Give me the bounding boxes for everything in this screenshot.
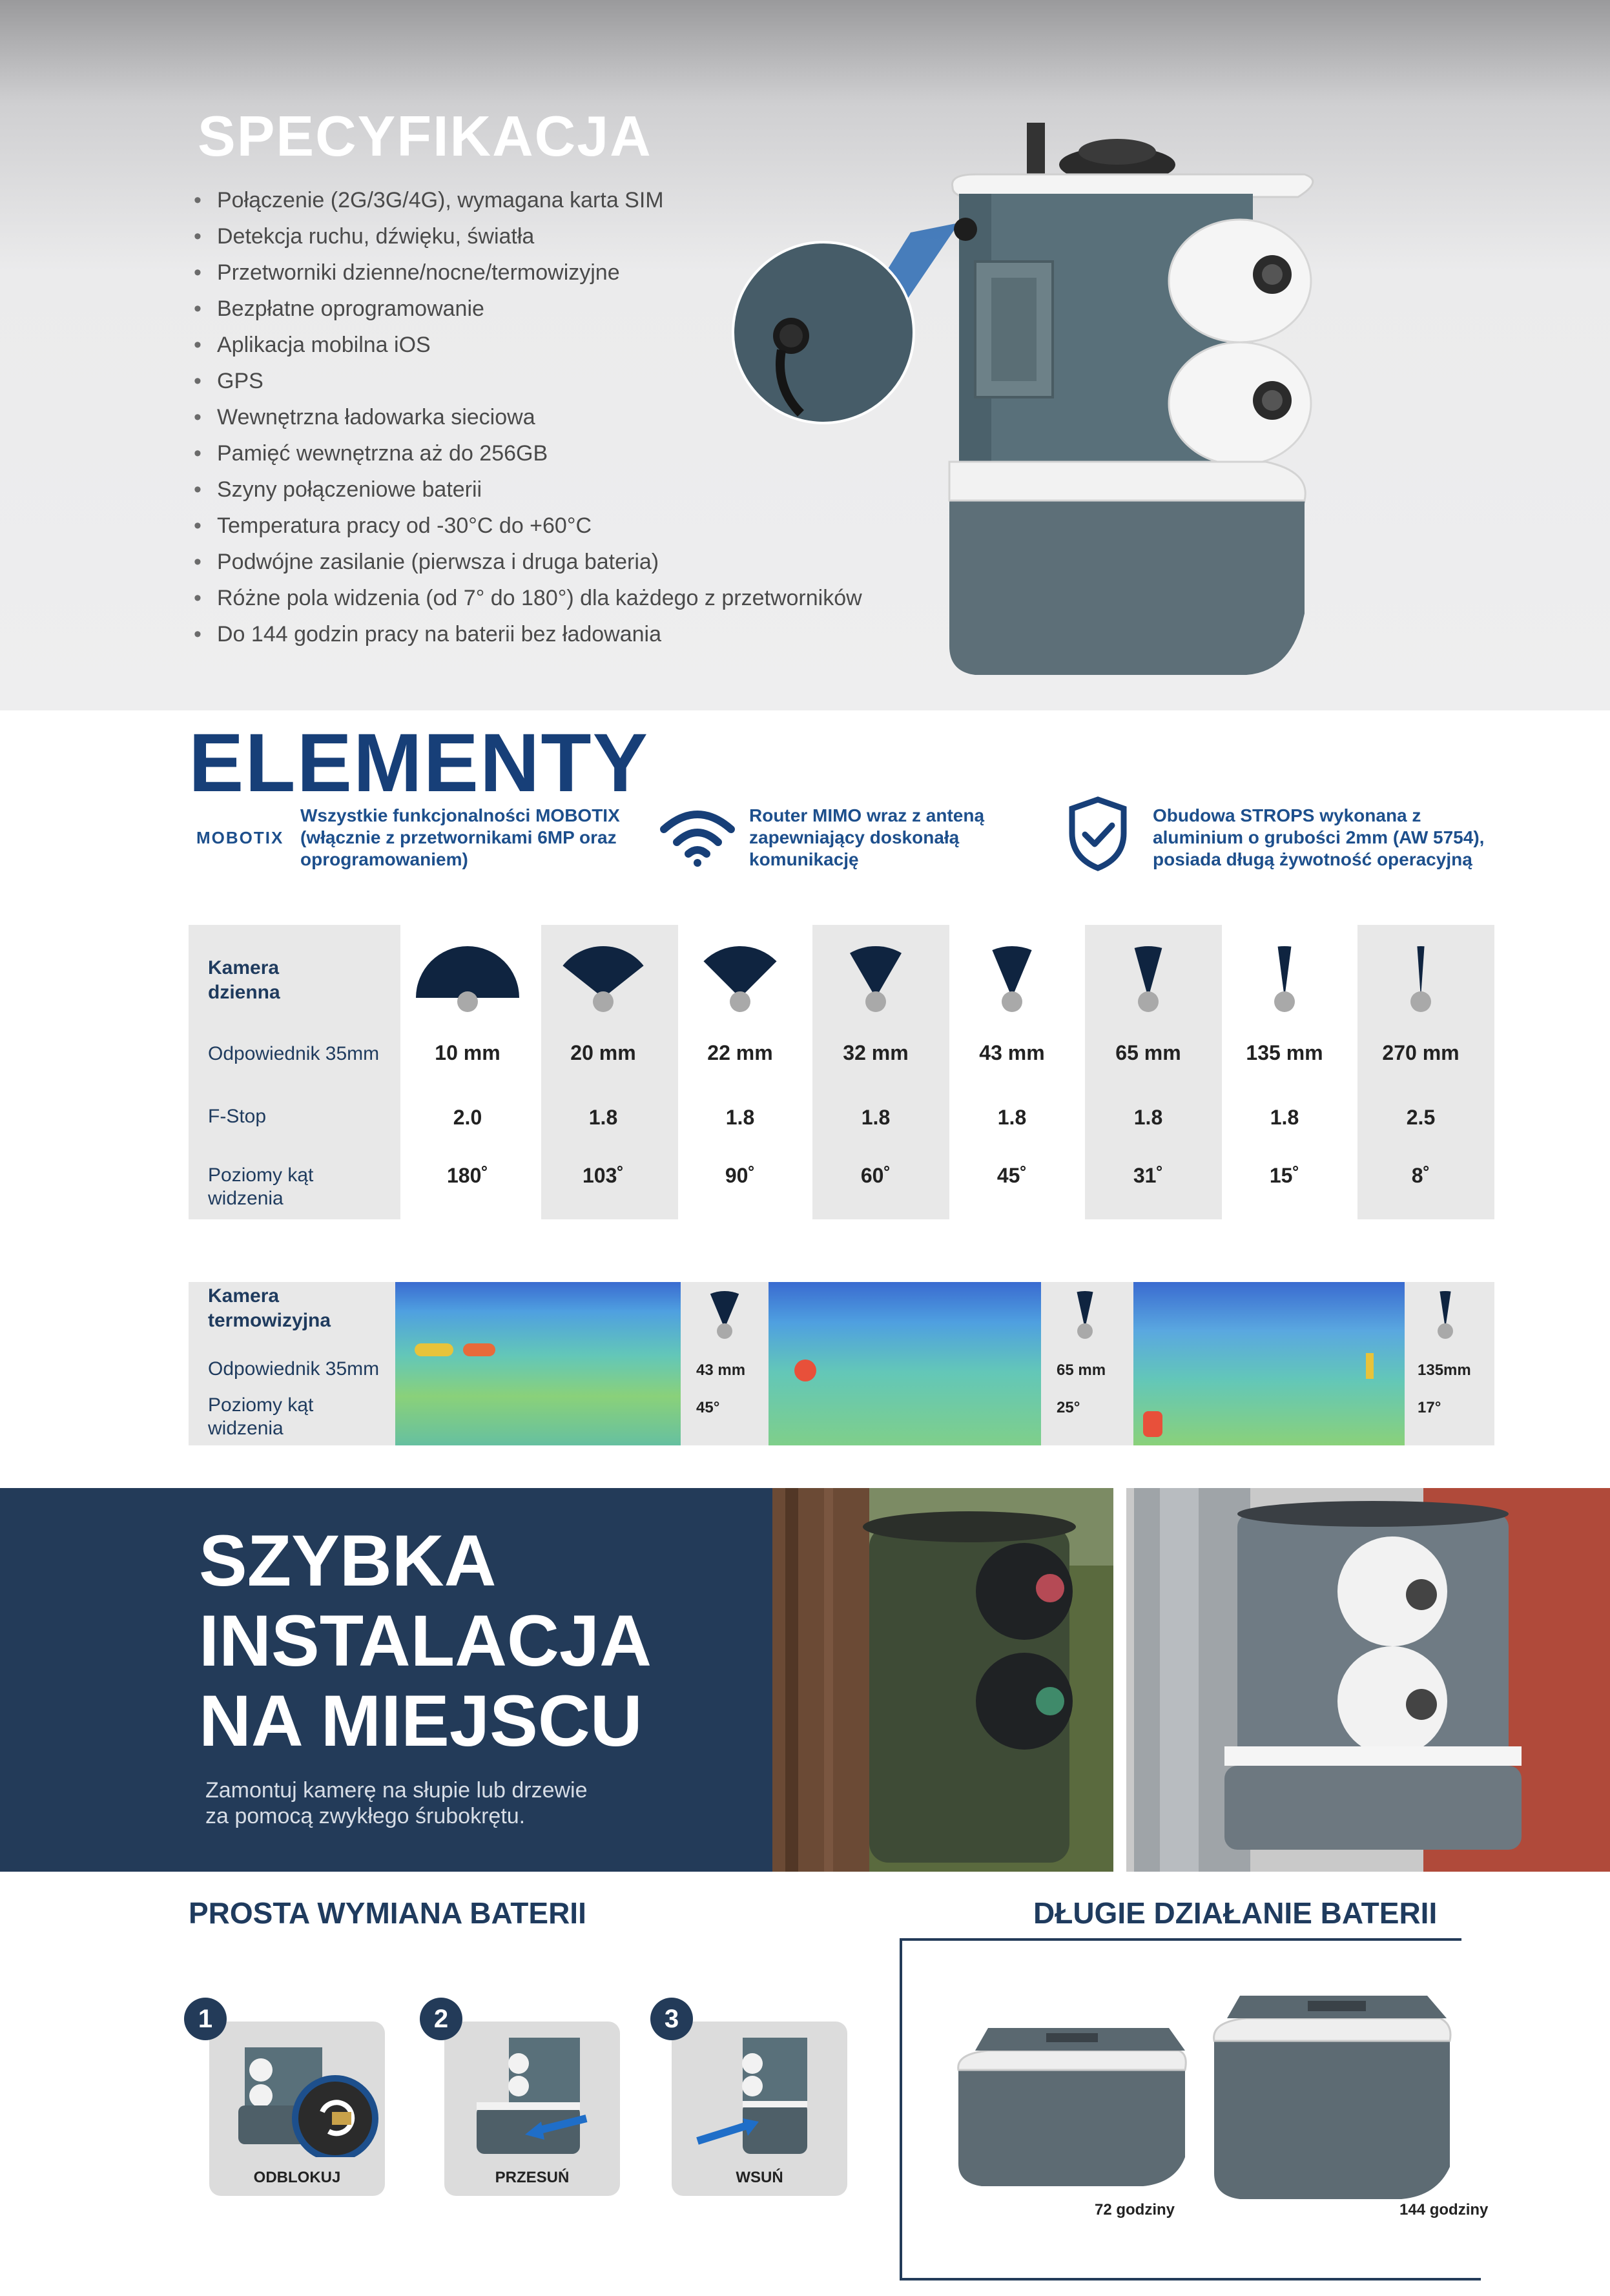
spec-item: • Szyny połączeniowe baterii [194, 471, 862, 508]
spec-item: • Do 144 godzin pracy na baterii bez ładowania [194, 616, 862, 652]
day-row-label-focal: Odpowiednik 35mm [208, 1043, 380, 1064]
fov-sensor-dot-2 [593, 991, 614, 1012]
step-3-illustration [691, 2031, 833, 2160]
spec-item: • Połączenie (2G/3G/4G), wymagana karta SIM [194, 182, 862, 218]
step-1-illustration [225, 2034, 380, 2157]
fov-wedge-4 [850, 946, 902, 998]
thermal-row-label-focal: Odpowiednik 35mm [208, 1358, 380, 1380]
thermal-fov-icons [0, 1282, 1610, 1360]
thermal-fov-sensor-dot-1 [717, 1323, 732, 1339]
install-subtitle [205, 1777, 588, 1829]
day-fstop-value: 1.8 [861, 1106, 891, 1129]
day-fov-icons [400, 930, 1494, 1027]
fov-wedge-6 [1135, 946, 1162, 998]
spec-item: • Przetworniki dzienne/nocne/termowizyjne [194, 254, 862, 291]
thermal-angle-3: 17° [1418, 1399, 1441, 1416]
fov-sensor-dot-5 [1002, 991, 1022, 1012]
day-fstop-value: 1.8 [588, 1106, 618, 1129]
spec-item: • Pamięć wewnętrzna aż do 256GB [194, 435, 862, 471]
fov-sensor-dot-8 [1410, 991, 1431, 1012]
day-fstop-value: 1.8 [1270, 1106, 1299, 1129]
spec-item: • Temperatura pracy od -30°C do +60°C [194, 508, 862, 544]
fov-wedge-2 [562, 946, 643, 998]
install-title-line: NA MIEJSCU [199, 1681, 643, 1761]
thermal-row-label-angle: Poziomy kąt widzenia [208, 1394, 314, 1439]
install-subtitle-line: Zamontuj kamerę na słupie lub drzewie [205, 1778, 588, 1803]
day-fstop-value: 1.8 [725, 1106, 755, 1129]
day-row-label-fstop: F-Stop [208, 1106, 267, 1127]
install-title-line: SZYBKA [199, 1520, 497, 1601]
mobotix-logo: MOBOTIX [196, 828, 284, 847]
thermal-focal-2: 65 mm [1057, 1361, 1106, 1379]
fov-sensor-dot-3 [730, 991, 750, 1012]
thermal-table-header: Kamera termowizyjna [208, 1285, 331, 1331]
day-focal-value: 20 mm [570, 1041, 636, 1064]
step-3-card [672, 2022, 847, 2196]
fov-sensor-dot-4 [865, 991, 886, 1012]
thermal-fov-sensor-dot-2 [1077, 1323, 1093, 1339]
thermal-focal-3: 135mm [1418, 1361, 1471, 1379]
fov-wedge-1 [416, 946, 519, 998]
step-1-label: ODBLOKUJ [253, 2169, 341, 2186]
feature-housing-text: Obudowa STROPS wykonana z aluminium o grubości 2mm (AW 5754), posiada długą żywotność operacyjną [1153, 805, 1485, 869]
step-3-label: WSUŃ [736, 2169, 783, 2186]
thermal-fov-wedge-2 [1077, 1291, 1093, 1329]
step-1-number: 1 [184, 1998, 227, 2040]
day-row-label-angle: Poziomy kąt widzenia [208, 1164, 314, 1209]
spec-item: • Podwójne zasilanie (pierwsza i druga bateria) [194, 544, 862, 580]
shield-check-icon [1066, 796, 1130, 872]
thermal-fov-wedge-1 [710, 1291, 739, 1329]
install-title-line: INSTALACJA [199, 1600, 652, 1681]
day-angle-value: 60˚ [860, 1164, 891, 1187]
spec-item: • Różne pola widzenia (od 7° do 180°) dla każdego z przetworników [194, 580, 862, 616]
battery-life-bracket-top [900, 1938, 1461, 1941]
fov-sensor-dot-6 [1138, 991, 1159, 1012]
day-angle-value: 31˚ [1133, 1164, 1164, 1187]
day-fstop-value: 1.8 [1133, 1106, 1163, 1129]
fov-wedge-5 [992, 946, 1031, 998]
thermal-angle-2: 25° [1057, 1399, 1080, 1416]
battery-comparison-illustration [949, 1989, 1453, 2209]
spec-item: • Wewnętrzna ładowarka sieciowa [194, 399, 862, 435]
battery-72h-label: 72 godziny [1095, 2201, 1175, 2218]
spec-item: • Aplikacja mobilna iOS [194, 327, 862, 363]
day-angle-value: 15˚ [1269, 1164, 1300, 1187]
feature-mobotix-text: Wszystkie funkcjonalności MOBOTIX (włącznie z przetwornikami 6MP oraz oprogramowaniem) [300, 805, 620, 869]
step-2-card [444, 2022, 620, 2196]
day-angle-value: 90˚ [725, 1164, 756, 1187]
wifi-icon [659, 807, 736, 867]
installation-photos [772, 1488, 1610, 1872]
day-fstop-value: 1.8 [997, 1106, 1027, 1129]
fov-sensor-dot-1 [457, 991, 478, 1012]
step-2-label: PRZESUŃ [495, 2169, 570, 2186]
day-fstop-value: 2.5 [1406, 1106, 1436, 1129]
day-table-header: Kamera dzienna [208, 957, 280, 1003]
spec-item: • GPS [194, 363, 862, 399]
fov-wedge-3 [703, 946, 776, 998]
fov-wedge-7 [1278, 946, 1292, 998]
spec-item: • Detekcja ruchu, dźwięku, światła [194, 218, 862, 254]
feature-router-text: Router MIMO wraz z anteną zapewniający doskonałą komunikację [749, 805, 985, 869]
day-fstop-value: 2.0 [453, 1106, 482, 1129]
battery-life-bracket-bottom [900, 2278, 1481, 2280]
spec-item: • Bezpłatne oprogramowanie [194, 291, 862, 327]
day-focal-value: 65 mm [1115, 1041, 1181, 1064]
battery-life-title: DŁUGIE DZIAŁANIE BATERII [1033, 1896, 1438, 1930]
thermal-angle-1: 45° [696, 1399, 720, 1416]
battery-144h-label: 144 godziny [1399, 2201, 1489, 2218]
battery-life-bracket-left [900, 1938, 902, 2280]
day-angle-value: 8˚ [1411, 1164, 1430, 1187]
day-focal-value: 32 mm [843, 1041, 909, 1064]
fov-wedge-8 [1417, 946, 1424, 998]
day-focal-value: 43 mm [979, 1041, 1045, 1064]
step-3-number: 3 [650, 1998, 693, 2040]
day-focal-value: 270 mm [1382, 1041, 1460, 1064]
day-angle-value: 180˚ [446, 1164, 489, 1187]
day-angle-value: 103˚ [582, 1164, 624, 1187]
camera-product-image [704, 110, 1343, 691]
install-subtitle-line: za pomocą zwykłego śrubokrętu. [205, 1804, 526, 1828]
elementy-title: ELEMENTY [189, 717, 649, 809]
fov-sensor-dot-7 [1274, 991, 1295, 1012]
install-title [199, 1521, 652, 1761]
thermal-fov-sensor-dot-3 [1438, 1323, 1453, 1339]
step-1-card [209, 2022, 385, 2196]
day-focal-value: 10 mm [435, 1041, 501, 1064]
spec-title: SPECYFIKACJA [198, 104, 652, 168]
thermal-fov-wedge-3 [1440, 1291, 1450, 1329]
day-angle-value: 45˚ [996, 1164, 1027, 1187]
step-2-number: 2 [420, 1998, 462, 2040]
thermal-focal-1: 43 mm [696, 1361, 746, 1379]
day-focal-value: 135 mm [1246, 1041, 1323, 1064]
battery-swap-title: PROSTA WYMIANA BATERII [189, 1896, 586, 1930]
day-focal-value: 22 mm [707, 1041, 773, 1064]
step-2-illustration [464, 2031, 606, 2160]
